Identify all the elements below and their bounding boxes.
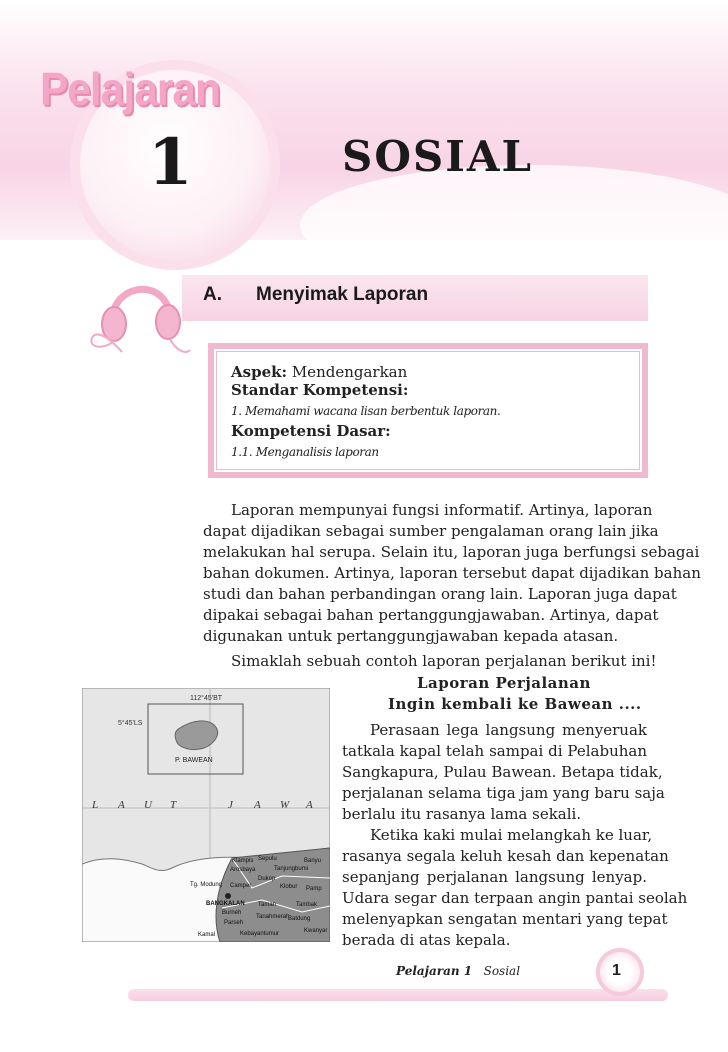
svg-text:Taman: Taman xyxy=(258,902,277,908)
intro-line: studi dan bahan perbandingan orang lain. Laporan juga dapat xyxy=(203,585,677,603)
intro-line: Laporan mempunyai fungsi informatif. Artinya, laporan xyxy=(231,501,653,519)
svg-text:Sepulu: Sepulu xyxy=(258,856,277,862)
svg-text:L: L xyxy=(92,799,99,811)
svg-text:Tg. Modung: Tg. Modung xyxy=(190,882,223,888)
svg-text:Kwanyar: Kwanyar xyxy=(304,928,328,934)
intro-line: digunakan untuk pertanggungjawaban kepada atasan. xyxy=(203,627,619,645)
aspect-value: Mendengarkan xyxy=(291,363,408,381)
header-wave-decoration xyxy=(300,165,728,285)
report-line: Perasaan lega langsung menyeruak xyxy=(370,721,647,739)
headphone-icon xyxy=(82,272,192,358)
svg-text:Tanjungbumi: Tanjungbumi xyxy=(274,866,309,872)
report-line: berada di atas kepala. xyxy=(342,931,511,949)
footer-caption xyxy=(396,964,520,978)
report-line: rasanya segala keluh kesah dan kepenatan xyxy=(342,847,669,865)
svg-text:T: T xyxy=(170,799,177,811)
section-title: Menyimak Laporan xyxy=(256,284,429,305)
svg-text:Dukop: Dukop xyxy=(258,876,276,882)
report-title-line1: Laporan Perjalanan xyxy=(417,674,591,692)
lesson-number: 1 xyxy=(148,125,193,200)
report-line: Udara segar dan terpaan angin pantai seolah xyxy=(342,889,688,907)
svg-text:Camper: Camper xyxy=(230,883,252,889)
footer-lesson: Pelajaran 1 xyxy=(396,964,473,978)
report-line: tatkala kapal telah sampai di Pelabuhan xyxy=(342,742,647,760)
intro-line: melakukan hal serupa. Selain itu, laporan juga berfungsi sebagai xyxy=(203,543,700,561)
svg-text:Arosbaya: Arosbaya xyxy=(230,867,256,873)
report-line: perjalanan selama tiga jam yang baru saja xyxy=(342,784,665,802)
svg-text:Burneh: Burneh xyxy=(222,910,242,916)
report-title-line2: Ingin kembali ke Bawean .... xyxy=(388,695,642,713)
svg-text:U: U xyxy=(144,799,152,811)
svg-text:W: W xyxy=(280,799,290,811)
svg-text:Tanahmerah: Tanahmerah xyxy=(256,914,290,920)
aspect-line xyxy=(231,363,407,381)
svg-text:J: J xyxy=(228,799,233,811)
report-line: berlalu itu rasanya lama sekali. xyxy=(342,805,582,823)
lesson-word: Pelajaran xyxy=(40,63,220,115)
footer-rule xyxy=(128,989,668,1001)
basic-competency-label: Kompetensi Dasar: xyxy=(231,422,391,440)
svg-text:Klampis: Klampis xyxy=(232,858,254,864)
aspect-label: Aspek: xyxy=(231,363,288,381)
svg-text:Kamal: Kamal xyxy=(198,932,216,938)
svg-text:Batdung: Batdung xyxy=(288,916,311,922)
intro-line: dipakai sebagai bahan pertanggungjawaban. Artinya, dapat xyxy=(203,606,659,624)
lead-in: Simaklah sebuah contoh laporan perjalanan berikut ini! xyxy=(231,652,657,670)
report-line: melenyapkan sengatan mentari yang tepat xyxy=(342,910,668,928)
report-line: Ketika kaki mulai melangkah ke luar, xyxy=(370,826,653,844)
latitude-label: 5°45'LS xyxy=(118,720,143,727)
bawean-map xyxy=(82,688,330,942)
section-letter: A. xyxy=(203,284,222,305)
basic-competency-item: 1.1. Menganalisis laporan xyxy=(231,445,379,459)
report-line: sepanjang perjalanan langsung lenyap. xyxy=(342,868,647,886)
longitude-label: 112°45'BT xyxy=(190,695,223,702)
intro-line: bahan dokumen. Artinya, laporan tersebut dapat dijadikan bahan xyxy=(203,564,701,582)
island-label: P. BAWEAN xyxy=(175,757,213,764)
footer-subject: Sosial xyxy=(483,964,521,978)
svg-text:A: A xyxy=(306,799,313,811)
svg-text:Tambak: Tambak xyxy=(296,902,318,908)
svg-text:Kebayantumur: Kebayantumur xyxy=(240,931,280,937)
chapter-title: SOSIAL xyxy=(342,132,534,181)
intro-line: dapat dijadikan sebagai sumber pengalaman orang lain jika xyxy=(203,522,659,540)
svg-text:A: A xyxy=(254,799,261,811)
page-number: 1 xyxy=(612,962,621,979)
standard-item: 1. Memahami wacana lisan berbentuk laporan. xyxy=(231,404,501,418)
report-line: Sangkapura, Pulau Bawean. Betapa tidak, xyxy=(342,763,663,781)
svg-text:Banyu: Banyu xyxy=(304,858,322,864)
svg-text:BANGKALAN: BANGKALAN xyxy=(206,901,245,907)
svg-text:Klobur: Klobur xyxy=(280,884,298,890)
svg-text:Parseh: Parseh xyxy=(224,920,244,926)
standard-label: Standar Kompetensi: xyxy=(231,381,409,399)
svg-text:A: A xyxy=(118,799,125,811)
svg-text:Pamp: Pamp xyxy=(306,886,322,892)
